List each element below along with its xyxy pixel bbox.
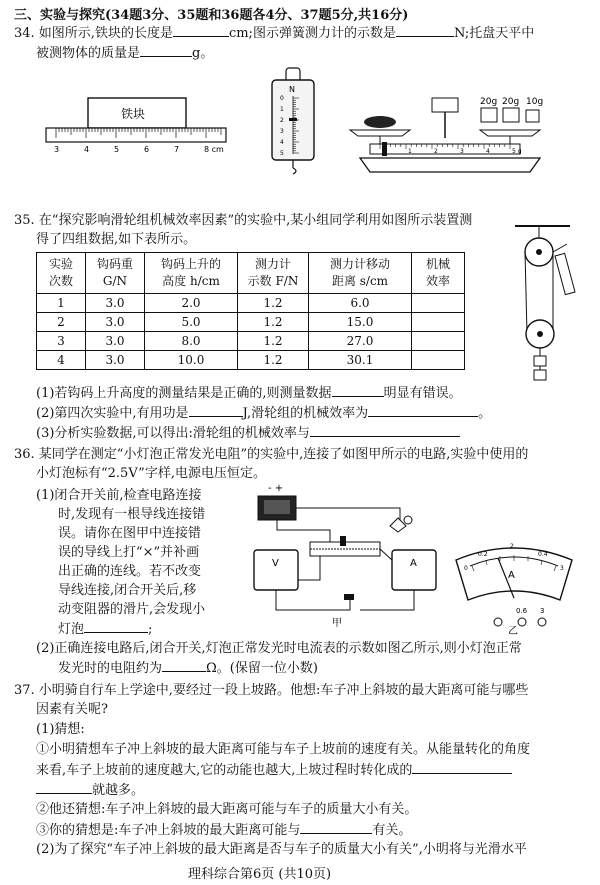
q36-part1-l4: 误的导线上打“×”并补画 (58, 545, 200, 560)
pulley-figure (515, 224, 585, 384)
q35-part1-text-b: 明显有错误。 (383, 386, 462, 401)
ruler-tick-label: 7 (174, 145, 180, 154)
q37-guess3-text: ③你的猜想是:车子冲上斜坡的最大距离可能与 (36, 823, 301, 838)
q34-text-a: 34. 如图所示,铁块的长度是 (14, 26, 173, 41)
balance-tick-label: 1 (408, 148, 412, 155)
q35-line1: 35. 在“探究影响滑轮组机械效率因素”的实验中,某小组同学利用如图所示装置测 (14, 213, 473, 228)
voltmeter (254, 550, 298, 590)
q36-part1-l2: 时,发现有一根导线连接错 (58, 507, 206, 522)
section-title: 三、实验与探究(34题3分、35题和36题各4分、37题5分,共16分) (14, 8, 409, 23)
weight-label-2: 20g (502, 97, 520, 107)
weight-1 (481, 108, 497, 122)
spring-tick-label: 1 (280, 106, 284, 113)
q37-guess3-end: 有关。 (372, 823, 412, 838)
q37-blank-guess[interactable] (300, 821, 372, 834)
dial-tick-label: 0 (464, 565, 468, 572)
balance-base (360, 158, 540, 172)
q36-part2-l2 (58, 659, 318, 678)
ruler-tick-label: 8 cm (204, 145, 224, 154)
balance-tick-label: 4 (486, 148, 490, 155)
q35-part3-text: (3)分析实验数据,可以得出:滑轮组的机械效率与 (36, 426, 310, 441)
iron-block-label: 铁块 (121, 107, 146, 121)
header-force: 测力计 示数 F/N (238, 253, 309, 294)
hook-weight-2 (534, 370, 546, 380)
q37-guess1-l1: ①小明猜想车子冲上斜坡的最大距离可能与车子上坡前的速度有关。从能量转化的角度 (36, 742, 531, 757)
q36-part1-l7: 动变阻器的滑片,会发现小 (58, 602, 206, 617)
table-row: 1 3.0 2.0 1.2 6.0 (37, 294, 465, 313)
header-efficiency: 机械 效率 (412, 253, 465, 294)
right-pan (480, 130, 540, 136)
q36-part2-l1: (2)正确连接电路后,闭合开关,灯泡正常发光时电流表的示数如图乙所示,则小灯泡正常 (36, 641, 522, 656)
q36-part1-l1: (1)闭合开关前,检查电路连接 (36, 488, 202, 503)
header-height: 钩码上升的 高度 h/cm (145, 253, 238, 294)
figure-yi-label: 乙 (508, 626, 518, 637)
q35-blank-error[interactable] (332, 384, 384, 397)
figure-jia-label: 甲 (332, 618, 342, 629)
q36-line1: 36. 某同学在测定“小灯泡正常发光电阻”的实验中,连接了如图甲所示的电路,实验中使用的 (14, 447, 529, 462)
ammeter (392, 550, 436, 590)
q36-part1-end: ; (148, 622, 153, 637)
q36-part1-l8 (58, 620, 152, 639)
q34-text-e: g。 (192, 46, 214, 61)
q34-line2 (36, 44, 213, 63)
balance-beam-scale (370, 144, 520, 154)
dial-unit: A (508, 570, 515, 581)
q35-part1 (36, 384, 462, 403)
dial-tick-label: 0.6 (516, 607, 528, 615)
q35-part2-text-b: J,滑轮组的机械效率为 (242, 406, 369, 421)
dial-tick-label: 0.4 (538, 551, 548, 558)
weight-2 (503, 108, 519, 122)
q35-part1-text: (1)若钩码上升高度的测量结果是正确的,则测量数据 (36, 386, 332, 401)
dial-terminal-label: 3 (540, 607, 545, 615)
object-on-pan (364, 116, 396, 128)
q37-guess2: ②他还猜想:车子冲上斜坡的最大距离可能与车子的质量大小有关。 (36, 802, 418, 817)
q35-blank-efficiency[interactable] (368, 404, 478, 417)
dial-tick-label: 3 (560, 565, 564, 572)
spring-unit: N (289, 85, 295, 94)
switch (344, 594, 354, 600)
q35-part2-text: (2)第四次实验中,有用功是 (36, 406, 189, 421)
q35-blank-relation[interactable] (310, 424, 460, 437)
q36-line2: 小灯泡标有“2.5V”字样,电源电压恒定。 (36, 466, 266, 481)
circuit-figure (240, 480, 445, 630)
q36-blank-bulb[interactable] (84, 620, 148, 633)
battery-signs: - + (268, 483, 284, 494)
q37-line2: 因素有关呢? (36, 702, 108, 717)
balance-figure (340, 90, 575, 185)
q37-guess1-l2 (36, 761, 512, 780)
spring-tick-label: 2 (280, 117, 284, 124)
q36-part2-text-b: Ω。(保留一位小数) (206, 661, 318, 676)
table-header-row (37, 253, 465, 294)
ammeter-dial-figure (450, 540, 580, 635)
terminal-06 (518, 618, 526, 626)
q34-blank-force[interactable] (396, 24, 454, 37)
q35-part2 (36, 404, 491, 423)
terminal-3 (538, 618, 546, 626)
ruler-figure (38, 96, 238, 166)
q37-line1: 37. 小明骑自行车上学途中,要经过一段上坡路。他想:车子冲上斜坡的最大距离可能与哪些 (14, 683, 529, 698)
q34-blank-length[interactable] (173, 24, 229, 37)
header-distance: 测力计移动 距离 s/cm (309, 253, 412, 294)
q36-part1-l3: 误。请你在图甲中连接错 (58, 526, 202, 541)
q37-guess1-text: 来看,车子上坡前的速度越大,它的动能也越大,上坡过程时转化成的 (36, 763, 413, 778)
table-row: 2 3.0 5.0 1.2 15.0 (37, 313, 465, 332)
q36-part1-l6: 导线连接,闭合开关后,移 (58, 583, 197, 598)
q37-guess3 (36, 821, 411, 840)
q36-part1-text: 灯泡 (58, 622, 85, 637)
spring-tick-label: 4 (280, 139, 284, 146)
ruler-body (46, 128, 226, 142)
q37-guess-title: (1)猜想: (36, 722, 85, 737)
ruler-tick-label: 3 (54, 145, 60, 154)
table-row: 4 3.0 10.0 1.2 30.1 (37, 351, 465, 370)
q35-part3 (36, 424, 460, 443)
q37-blank-energy[interactable] (412, 761, 512, 774)
ruler-tick-label: 4 (84, 145, 90, 154)
q35-part2-text-c: 。 (478, 406, 492, 421)
terminal-neg (494, 618, 502, 626)
spring-tick-label: 0 (280, 95, 284, 102)
q34-text-b: cm;图示弹簧测力计的示数是 (228, 26, 396, 41)
spring-pointer (289, 118, 297, 121)
header-weight: 钩码重 G/N (86, 253, 145, 294)
q36-blank-resistance[interactable] (162, 659, 206, 672)
q37-guess1-end: 就越多。 (92, 783, 145, 798)
q34-text-c: N;托盘天平中 (453, 26, 535, 41)
left-pan (350, 130, 410, 136)
spring-hook-bottom (293, 168, 296, 174)
q35-blank-work[interactable] (189, 404, 243, 417)
q34-line1 (14, 24, 534, 43)
q37-guess1-l3 (36, 781, 144, 800)
voltmeter-label: V (272, 558, 279, 569)
q37-blank-energy-cont[interactable] (36, 781, 92, 794)
ruler-tick-label: 6 (144, 145, 150, 154)
q34-blank-mass[interactable] (140, 44, 192, 57)
spring-scale-figure (268, 68, 318, 173)
balance-tick-label: 3 (460, 148, 464, 155)
q34-text-d: 被测物体的质量是 (36, 46, 141, 61)
weight-label-3: 10g (526, 97, 544, 107)
q35-line2: 得了四组数据,如下表所示。 (36, 232, 197, 247)
hook-weight-1 (534, 356, 546, 366)
spring-tick-label: 3 (280, 128, 284, 135)
spring-scale-small (555, 253, 575, 294)
q36-part1-l5: 出正确的连线。若不改变 (58, 564, 202, 579)
header-trial: 实验 次数 (37, 253, 86, 294)
balance-tick-label: 5 g (512, 148, 522, 155)
spring-tick-label: 5 (280, 150, 284, 157)
q36-part2-text: 发光时的电阻约为 (58, 661, 163, 676)
ammeter-label: A (410, 558, 417, 569)
weight-3 (526, 110, 539, 122)
dial-tick-label: 0.2 (478, 551, 488, 558)
weights (480, 97, 543, 122)
weight-label-1: 20g (480, 97, 498, 107)
q37-part2: (2)为了探究“车子冲上斜坡的最大距离是否与车子的质量大小有关”,小明将与光滑水平 (36, 842, 527, 857)
q35-table (36, 252, 465, 370)
ruler-tick-label: 5 (114, 145, 120, 154)
balance-dial (432, 98, 458, 112)
page-footer: 理科综合第6页 (共10页) (188, 867, 332, 882)
balance-tick-label: 2 (434, 148, 438, 155)
rheostat-slider (340, 536, 346, 546)
table-row: 3 3.0 8.0 1.2 27.0 (37, 332, 465, 351)
rider (382, 142, 387, 156)
dial-tick-label: 2 (510, 543, 514, 550)
